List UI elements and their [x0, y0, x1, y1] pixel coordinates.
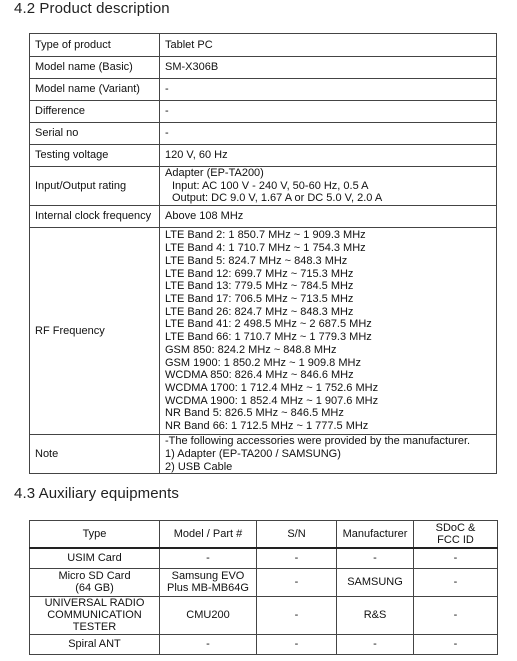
value-line: LTE Band 13: 779.5 MHz ~ 784.5 MHz [165, 280, 354, 293]
cell-line: - [294, 552, 299, 565]
cell-line: - [373, 638, 377, 650]
row-value [160, 101, 497, 123]
table-row [30, 548, 498, 568]
table-row [30, 79, 497, 101]
cell-line: - [206, 552, 210, 565]
cell-line: - [453, 609, 458, 621]
table-cell [160, 568, 257, 596]
cell-line: (64 GB) [75, 582, 114, 594]
cell-line: Micro SD Card [58, 570, 131, 582]
cell-line: - [294, 638, 299, 650]
table-header-row [30, 521, 498, 549]
row-label: Model name (Variant) [30, 79, 160, 101]
column-header [160, 521, 257, 549]
column-header [414, 521, 498, 549]
table-cell [30, 634, 160, 654]
table-cell [257, 596, 337, 634]
row-value [160, 145, 497, 167]
cell-line: Samsung EVO [171, 570, 245, 582]
value-line: -The following accessories were provided by the manufacturer. [165, 435, 471, 448]
table-row [30, 206, 497, 228]
value-line: Adapter (EP-TA200) [165, 167, 264, 179]
value-line: LTE Band 5: 824.7 MHz ~ 848.3 MHz [165, 254, 348, 267]
table-row [30, 568, 498, 596]
table-row [30, 167, 497, 206]
table-row [30, 57, 497, 79]
section-title-auxiliary-equipments: 4.3 Auxiliary equipments [14, 485, 179, 502]
value-line: 120 V, 60 Hz [165, 149, 228, 162]
auxiliary-equipments-table [29, 520, 498, 655]
cell-line: - [294, 609, 299, 621]
section-title-product-description: 4.2 Product description [14, 0, 170, 17]
table-row [30, 145, 497, 167]
table-cell [30, 568, 160, 596]
cell-line: - [453, 576, 458, 588]
column-header [337, 521, 414, 549]
row-value [160, 79, 497, 101]
value-line: Tablet PC [165, 38, 213, 51]
row-label: RF Frequency [30, 228, 160, 435]
value-line: - [165, 127, 169, 140]
row-label: Input/Output rating [30, 167, 160, 206]
product-description-table [29, 33, 497, 474]
value-line: Output: DC 9.0 V, 1.67 A or DC 5.0 V, 2.0 A [172, 192, 383, 205]
table-cell [414, 568, 498, 596]
value-line: GSM 1900: 1 850.2 MHz ~ 1 909.8 MHz [165, 356, 361, 369]
row-label: Testing voltage [30, 145, 160, 167]
value-line: NR Band 5: 826.5 MHz ~ 846.5 MHz [165, 407, 344, 420]
table-row [30, 435, 497, 474]
header-line: Model / Part # [173, 528, 243, 540]
row-value [160, 167, 497, 206]
table-row [30, 596, 498, 634]
value-line: - [165, 83, 169, 96]
cell-line: R&S [363, 609, 387, 621]
row-value [160, 206, 497, 228]
table-cell [337, 634, 414, 654]
cell-line: - [294, 576, 299, 588]
cell-line: USIM Card [67, 552, 122, 565]
row-label: Type of product [30, 34, 160, 57]
table-cell [414, 596, 498, 634]
row-label: Difference [30, 101, 160, 123]
cell-line: Plus MB-MB64G [167, 582, 249, 594]
row-label: Note [30, 435, 160, 474]
value-line: Input: AC 100 V - 240 V, 50-60 Hz, 0.5 A [172, 179, 369, 192]
table-row [30, 101, 497, 123]
cell-line: TESTER [72, 621, 117, 633]
table-cell [257, 548, 337, 568]
column-header [30, 521, 160, 549]
table-cell [30, 548, 160, 568]
value-line: LTE Band 2: 1 850.7 MHz ~ 1 909.3 MHz [165, 229, 366, 242]
cell-line: - [373, 552, 377, 565]
table-cell [414, 548, 498, 568]
table-cell [414, 634, 498, 654]
value-line: GSM 850: 824.2 MHz ~ 848.8 MHz [165, 343, 337, 356]
table-cell [257, 634, 337, 654]
value-line: NR Band 66: 1 712.5 MHz ~ 1 777.5 MHz [165, 420, 369, 433]
column-header [257, 521, 337, 549]
table-cell [257, 568, 337, 596]
table-cell [30, 596, 160, 634]
value-line: LTE Band 26: 824.7 MHz ~ 848.3 MHz [165, 305, 354, 318]
table-cell [160, 634, 257, 654]
table-cell [337, 596, 414, 634]
table-cell [160, 548, 257, 568]
table-cell [337, 568, 414, 596]
table-row [30, 228, 497, 435]
value-line: WCDMA 1900: 1 852.4 MHz ~ 1 907.6 MHz [165, 394, 379, 407]
cell-line: - [453, 638, 458, 650]
value-line: Above 108 MHz [165, 210, 244, 223]
cell-line: COMMUNICATION [47, 609, 142, 621]
header-line: Manufacturer [342, 528, 408, 540]
value-line: LTE Band 66: 1 710.7 MHz ~ 1 779.3 MHz [165, 331, 372, 344]
table-cell [337, 548, 414, 568]
value-line: 2) USB Cable [165, 460, 233, 473]
value-line: SM-X306B [165, 61, 219, 74]
header-line: SDoC & [435, 522, 476, 534]
cell-line: Spiral ANT [68, 638, 121, 650]
header-line: FCC ID [437, 534, 474, 546]
value-line: LTE Band 17: 706.5 MHz ~ 713.5 MHz [165, 293, 354, 305]
value-line: WCDMA 1700: 1 712.4 MHz ~ 1 752.6 MHz [165, 381, 379, 394]
value-line: - [165, 105, 169, 118]
table-row [30, 123, 497, 145]
row-label: Serial no [30, 123, 160, 145]
row-value [160, 228, 497, 435]
row-value [160, 57, 497, 79]
cell-line: CMU200 [186, 609, 230, 621]
cell-line: - [206, 638, 210, 650]
table-row [30, 34, 497, 57]
table-row [30, 634, 498, 654]
value-line: LTE Band 12: 699.7 MHz ~ 715.3 MHz [165, 267, 354, 280]
cell-line: - [453, 552, 458, 565]
row-value [160, 123, 497, 145]
header-line: S/N [287, 528, 306, 540]
value-line: WCDMA 850: 826.4 MHz ~ 846.6 MHz [165, 369, 354, 382]
header-line: Type [82, 528, 107, 540]
row-value [160, 34, 497, 57]
row-label: Model name (Basic) [30, 57, 160, 79]
cell-line: UNIVERSAL RADIO [44, 597, 145, 609]
value-line: 1) Adapter (EP-TA200 / SAMSUNG) [165, 447, 341, 460]
value-line: LTE Band 4: 1 710.7 MHz ~ 1 754.3 MHz [165, 242, 366, 255]
row-label: Internal clock frequency [30, 206, 160, 228]
value-line: LTE Band 41: 2 498.5 MHz ~ 2 687.5 MHz [165, 318, 372, 331]
table-cell [160, 596, 257, 634]
row-value [160, 435, 497, 474]
cell-line: SAMSUNG [347, 576, 403, 588]
